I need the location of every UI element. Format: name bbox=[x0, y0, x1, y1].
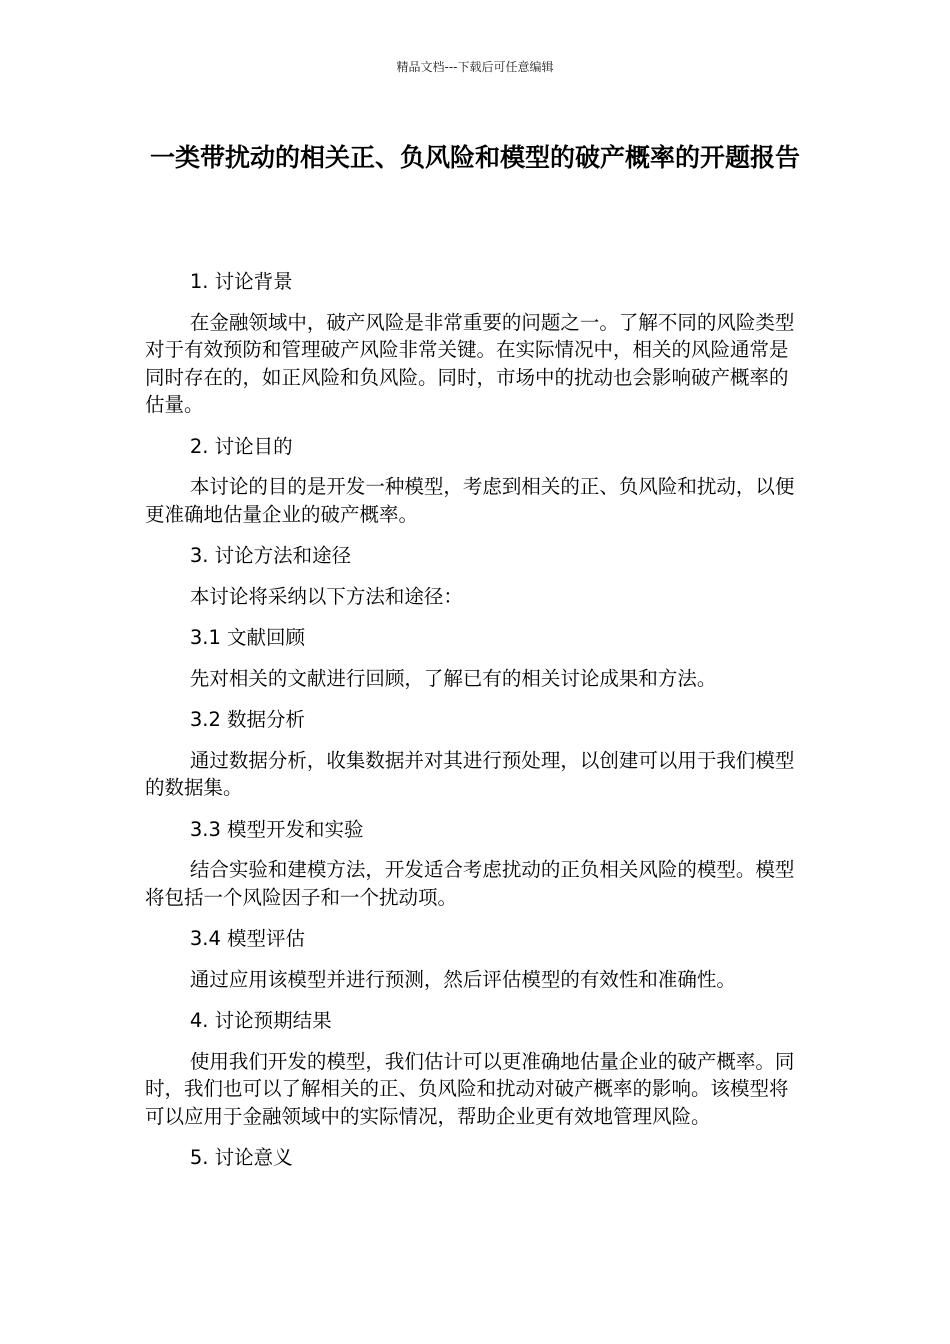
subsection-heading: 3.3 模型开发和实验 bbox=[189, 817, 364, 841]
section-heading: 2. 讨论目的 bbox=[189, 434, 293, 458]
paragraph: 通过数据分析，收集数据并对其进行预处理，以创建可以用于我们模型的数据集。 bbox=[145, 748, 795, 799]
paragraph: 本讨论将采纳以下方法和途径： bbox=[189, 584, 463, 608]
section-heading: 5. 讨论意义 bbox=[189, 1146, 293, 1169]
section-heading: 4. 讨论预期结果 bbox=[189, 1009, 332, 1032]
subsection-heading: 3.2 数据分析 bbox=[189, 708, 306, 731]
paragraph: 通过应用该模型并进行预测，然后评估模型的有效性和准确性。 bbox=[189, 967, 736, 991]
section-heading: 1. 讨论背景 bbox=[189, 270, 293, 293]
paragraph: 本讨论的目的是开发一种模型，考虑到相关的正、负风险和扰动，以便更准确地估量企业的破产概率。 bbox=[145, 475, 795, 526]
paragraph: 结合实验和建模方法，开发适合考虑扰动的正负相关风险的模型。模型将包括一个风险因子和一个扰动项。 bbox=[145, 858, 795, 909]
section-heading: 3. 讨论方法和途径 bbox=[189, 544, 352, 567]
paragraph: 使用我们开发的模型，我们估计可以更准确地估量企业的破产概率。同时，我们也可以了解相关的正、负风险和扰动对破产概率的影响。该模型将可以应用于金融领域中的实际情况，帮助企业更有效地管理风险。 bbox=[145, 1049, 795, 1128]
subsection-heading: 3.4 模型评估 bbox=[189, 927, 306, 950]
page-header-note: 精品文档---下载后可任意编辑 bbox=[396, 60, 554, 74]
document-title: 一类带扰动的相关正、负风险和模型的破产概率的开题报告 bbox=[149, 143, 800, 172]
paragraph: 先对相关的文献进行回顾，了解已有的相关讨论成果和方法。 bbox=[189, 666, 717, 690]
paragraph: 在金融领域中，破产风险是非常重要的问题之一。了解不同的风险类型对于有效预防和管理破产风险非常关键。在实际情况中，相关的风险通常是同时存在的，如正风险和负风险。同时，市场中的扰动也会影响破产概率的估量。 bbox=[145, 310, 795, 416]
document-body bbox=[145, 268, 807, 1185]
subsection-heading: 3.1 文献回顾 bbox=[189, 626, 306, 649]
